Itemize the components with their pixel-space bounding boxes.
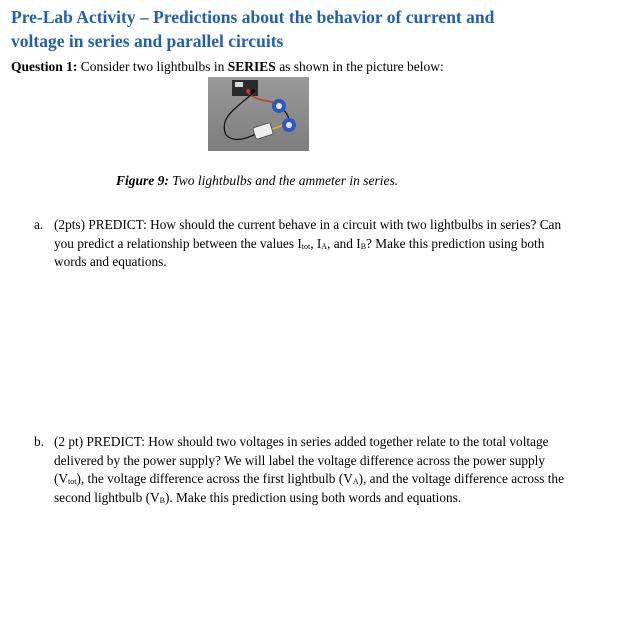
item-b-marker: b. (34, 434, 44, 449)
question-1-text-before: Consider two lightbulbs in (80, 59, 225, 74)
figure-caption-text: Two lightbulbs and the ammeter in series. (172, 173, 399, 188)
item-a-sub-b: B (360, 241, 367, 251)
bulb-a (276, 103, 282, 109)
title-line-2: voltage in series and parallel circuits (11, 31, 284, 51)
figure-caption (116, 172, 516, 190)
item-a-text-2: , I (310, 235, 322, 251)
item-b-sub-a: A (352, 477, 359, 486)
power-supply-display (235, 82, 243, 87)
question-1-text-after: as shown in the picture below: (279, 59, 444, 74)
item-a-text (54, 216, 574, 272)
item-a-marker: a. (34, 217, 44, 232)
table-surface (208, 77, 309, 151)
question-1-label: Question 1: (11, 59, 78, 74)
circuit-photo-illustration (208, 77, 309, 151)
item-b-text-3: ), and the voltage difference across the second lightbulb (V (54, 471, 564, 505)
item-b-text-1: (2 pt) PREDICT: How should two voltages in series added together relate to the total voltage delivered by the power supply? We will label the voltage difference across the power supply (V (54, 434, 549, 486)
item-b-sub-b: B (159, 495, 165, 505)
item-a-text-4: ? Make this prediction using both words and equations. (54, 235, 545, 269)
item-a-text-1: (2pts) PREDICT: How should the current behave in a circuit with two lightbulbs in series? Can you predict a relationship between the values I (54, 217, 562, 251)
question-1-emphasis: SERIES (227, 59, 276, 74)
page-title (11, 5, 611, 53)
power-supply-red-terminal (246, 89, 250, 93)
question-1 (11, 58, 611, 76)
item-b-text (54, 433, 574, 507)
item-b-text-2: ), the voltage difference across the first lightbulb (V (76, 471, 353, 486)
power-supply-black-terminal (251, 89, 255, 93)
item-b-sub-tot: tot (68, 477, 77, 486)
figure-label: Figure 9: (116, 173, 169, 188)
item-a-sub-a: A (321, 241, 328, 251)
item-b-text-4: ). Make this prediction using both words and equations. (164, 489, 462, 505)
item-a-text-3: , and I (327, 235, 361, 251)
item-a-sub-tot: tot (301, 241, 311, 251)
bulb-b (286, 122, 292, 128)
circuit-photo (208, 77, 309, 151)
title-line-1: Pre-Lab Activity – Predictions about the behavior of current and (11, 7, 495, 27)
